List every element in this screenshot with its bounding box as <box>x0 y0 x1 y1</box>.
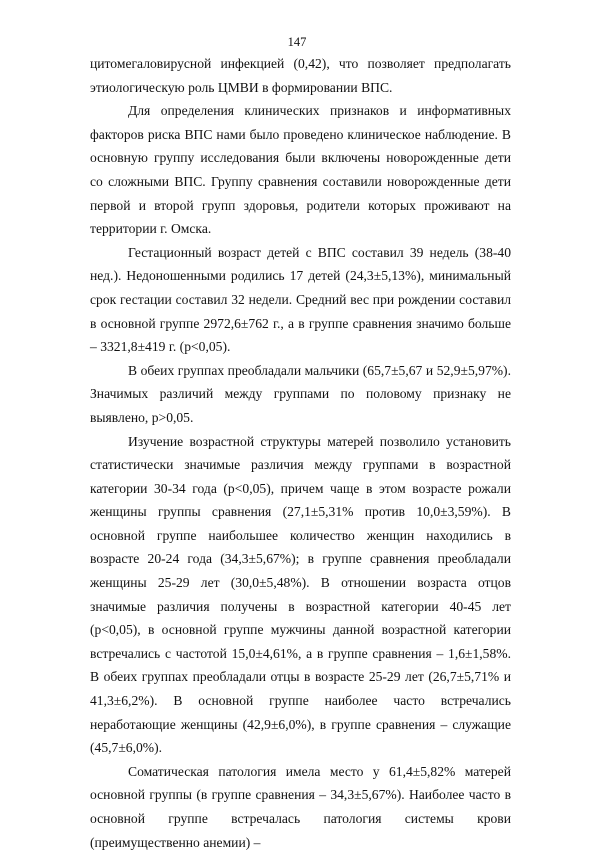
paragraph-parent-age: Изучение возрастной структуры матерей позволило установить статистически значимые различия между группами в возрастной категории 30-34 года (p<0,05), причем чаще в этом возрасте рожали женщины группы сравнения (27,1±5,31% против 10,0±3,59%). В основной группе наибольшее количество женщин находились в возрасте 20-24 года (34,3±5,67%); в группе сравнения преобладали женщины 25-29 лет (30,0±5,48%). В отношении возраста отцов значимые различия получены в возрастной категории 40-45 лет (p<0,05), в основной группе мужчины данной возрастной категории встречались с частотой 15,0±4,61%, а в группе сравнения – 1,6±1,58%. В обеих группах преобладали отцы в возрасте 25-29 лет (26,7±5,71% и 41,3±6,2%). В основной группе наиболее часто встречались неработающие женщины (42,9±6,0%), в группе сравнения – служащие (45,7±6,0%). <box>90 433 511 756</box>
body-text <box>90 52 511 854</box>
page-number: 147 <box>287 35 307 49</box>
paragraph-continuation: цитомегаловирусной инфекцией (0,42), что позволяет предполагать этиологическую роль ЦМВИ в формировании ВПС. <box>90 56 511 95</box>
paragraph-somatic-pathology: Соматическая патология имела место у 61,4±5,82% матерей основной группы (в группе сравнения – 34,3±5,67%). Наиболее часто в основной группе встречалась патология системы крови (преимущественно анемии) – <box>90 763 511 850</box>
paragraph-sex-distribution: В обеих группах преобладали мальчики (65,7±5,67 и 52,9±5,97%). Значимых различий между группами по половому признаку не выявлено, p>0,05. <box>90 362 511 425</box>
paragraph-gestational-age: Гестационный возраст детей с ВПС составил 39 недель (38-40 нед.). Недоношенными родились 17 детей (24,3±5,13%), минимальный срок гестации составил 32 недели. Средний вес при рождении составил в основной группе 2972,6±762 г., а в группе сравнения значимо больше – 3321,8±419 г. (p<0,05). <box>90 244 511 355</box>
paragraph-clinical-observation: Для определения клинических признаков и информативных факторов риска ВПС нами было проведено клиническое наблюдение. В основную группу исследования были включены новорожденные дети со сложными ВПС. Группу сравнения составили новорожденные дети первой и второй групп здоровья, родители которых проживают на территории г. Омска. <box>90 103 511 237</box>
